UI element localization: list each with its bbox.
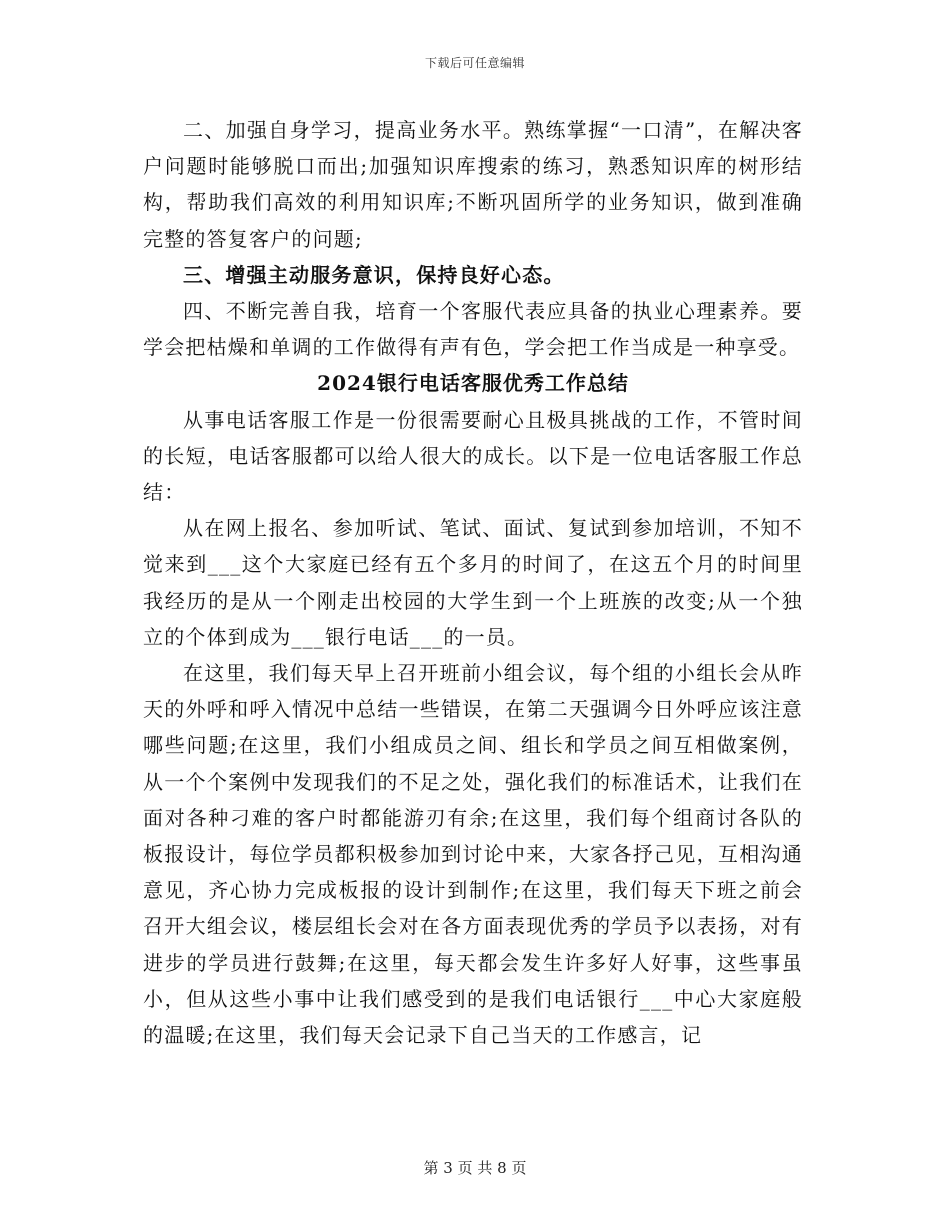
paragraph-intro: 从事电话客服工作是一份很需要耐心且极具挑战的工作，不管时间的长短，电话客服都可以给人很大的成长。以下是一位电话客服工作总结： [143,407,803,505]
header-note: 下载后可任意编辑 [424,56,525,70]
page-number: 第 3 页 共 8 页 [423,1159,527,1177]
paragraph-3-service-awareness: 三、增强主动服务意识，保持良好心态。 [183,262,565,287]
paragraph-4-self-improvement: 四、不断完善自我，培育一个客服代表应具备的执业心理素养。要学会把枯燥和单调的工作做得有声有色，学会把工作当成是一种享受。 [143,299,803,360]
paragraph-daily-work: 在这里，我们每天早上召开班前小组会议，每个组的小组长会从昨天的外呼和呼入情况中总结一些错误，在第二天强调今日外呼应该注意哪些问题;在这里，我们小组成员之间、组长和学员之间互相做案例，从一个个案例中发现我们的不足之处，强化我们的标准话术，让我们在面对各种刁难的客户时都能游刃有余;在这里，我们每个组商讨各队的板报设计，每位学员都积极参加到讨论中来，大家各抒己见，互相沟通意见，齐心协力完成板报的设计到制作;在这里，我们每天下班之前会召开大组会议，楼层组长会对在各方面表现优秀的学员予以表扬，对有进步的学员进行鼓舞;在这里，每天都会发生许多好人好事，这些事虽小，但从这些小事中让我们感受到的是我们电话银行___中心大家庭般的温暖;在这里，我们每天会记录下自己当天的工作感言，记 [143,661,803,1048]
paragraph-experience: 从在网上报名、参加听试、笔试、面试、复试到参加培训，不知不觉来到___这个大家庭已经有五个多月的时间了，在这五个月的时间里我经历的是从一个刚走出校园的大学生到一个上班族的改变;从一个独立的个体到成为___银行电话___的一员。 [143,516,803,649]
paragraph-2-study: 二、加强自身学习，提高业务水平。熟练掌握“一口清”，在解决客户问题时能够脱口而出;加强知识库搜索的练习，熟悉知识库的树形结构，帮助我们高效的利用知识库;不断巩固所学的业务知识，做到准确完整的答复客户的问题; [143,118,803,251]
section-title: 2024银行电话客服优秀工作总结 [317,371,629,396]
document-body [143,112,803,1053]
